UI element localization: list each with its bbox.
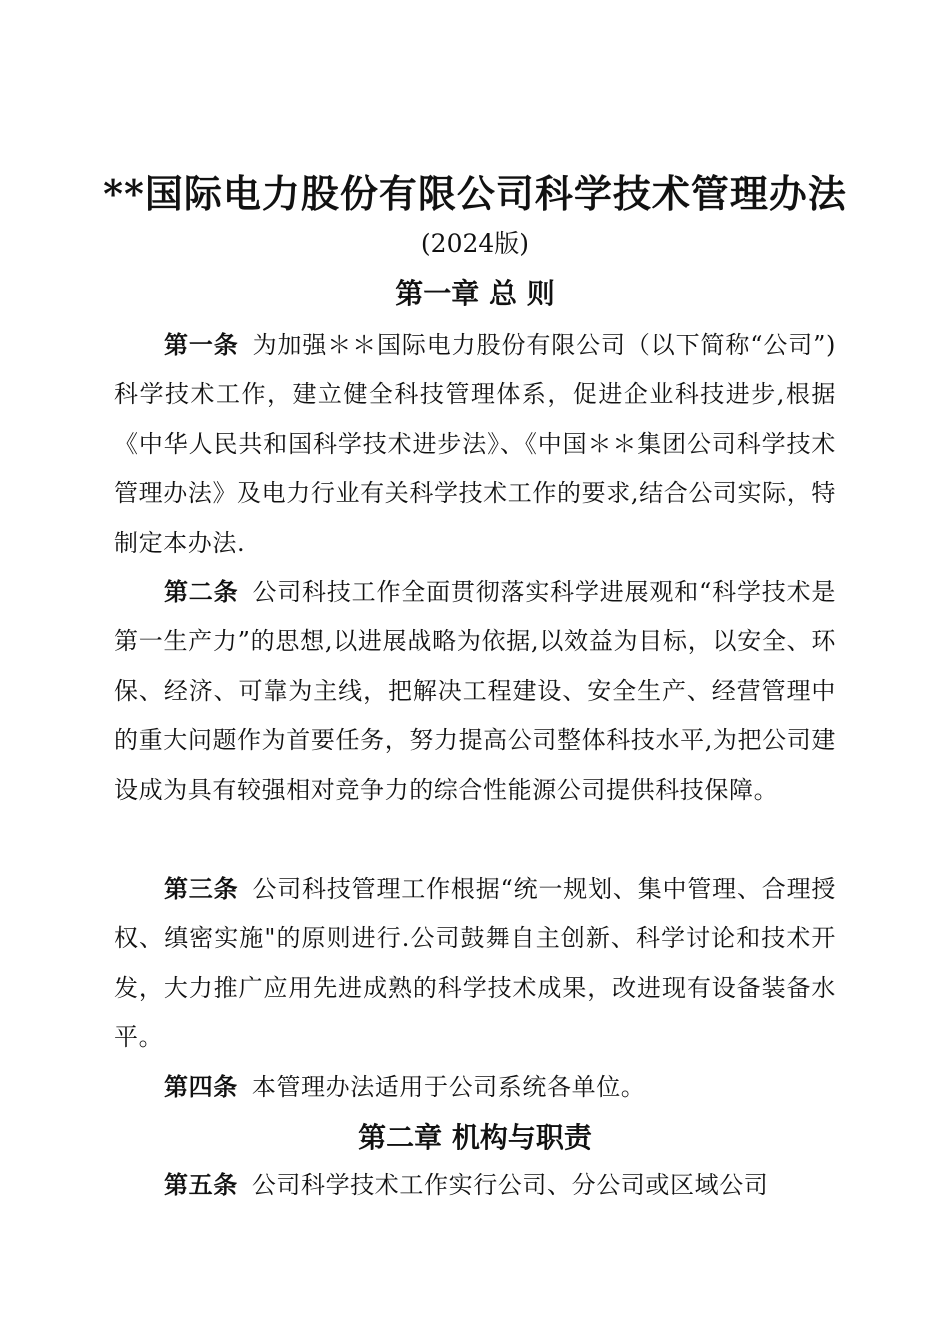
article-4 <box>114 1062 836 1112</box>
article-1 <box>114 320 836 568</box>
article-text: 公司科技管理工作根据“统一规划、集中管理、合理授权、缜密实施"的原则进行.公司鼓舞自主创新、科学讨论和技术开发，大力推广应用先进成熟的科学技术成果，改进现有设备装备水平。 <box>114 875 836 1052</box>
article-5 <box>114 1160 836 1210</box>
article-text: 本管理办法适用于公司系统各单位。 <box>251 1073 646 1101</box>
article-text: 为加强＊＊国际电力股份有限公司（以下简称“公司”)科学技术工作，建立健全科技管理体系，促进企业科技进步,根据《中华人民共和国科学技术进步法》、《中国＊＊集团公司科学技术管理办法》及电力行业有关科学技术工作的要求,结合公司实际，特制定本办法. <box>114 331 836 557</box>
article-number: 第一条 <box>164 330 239 359</box>
article-number: 第五条 <box>164 1170 238 1199</box>
article-2 <box>114 567 836 815</box>
article-number: 第三条 <box>164 874 239 903</box>
document-edition: (2024版) <box>420 229 530 258</box>
article-text: 公司科学技术工作实行公司、分公司或区域公司 <box>251 1171 769 1199</box>
article-number: 第二条 <box>164 577 239 606</box>
chapter-heading-1: 第一章 总 则 <box>395 277 555 310</box>
article-number: 第四条 <box>164 1072 238 1101</box>
chapter-heading-2: 第二章 机构与职责 <box>358 1121 592 1154</box>
article-text: 公司科技工作全面贯彻落实科学进展观和“科学技术是第一生产力”的思想,以进展战略为依据,以效益为目标，以安全、环保、经济、可靠为主线，把解决工程建设、安全生产、经营管理中的重大问题作为首要任务，努力提高公司整体科技水平,为把公司建设成为具有较强相对竞争力的综合性能源公司提供科技保障。 <box>114 578 836 804</box>
article-3 <box>114 864 836 1063</box>
document-title: **国际电力股份有限公司科学技术管理办法 <box>103 171 847 216</box>
